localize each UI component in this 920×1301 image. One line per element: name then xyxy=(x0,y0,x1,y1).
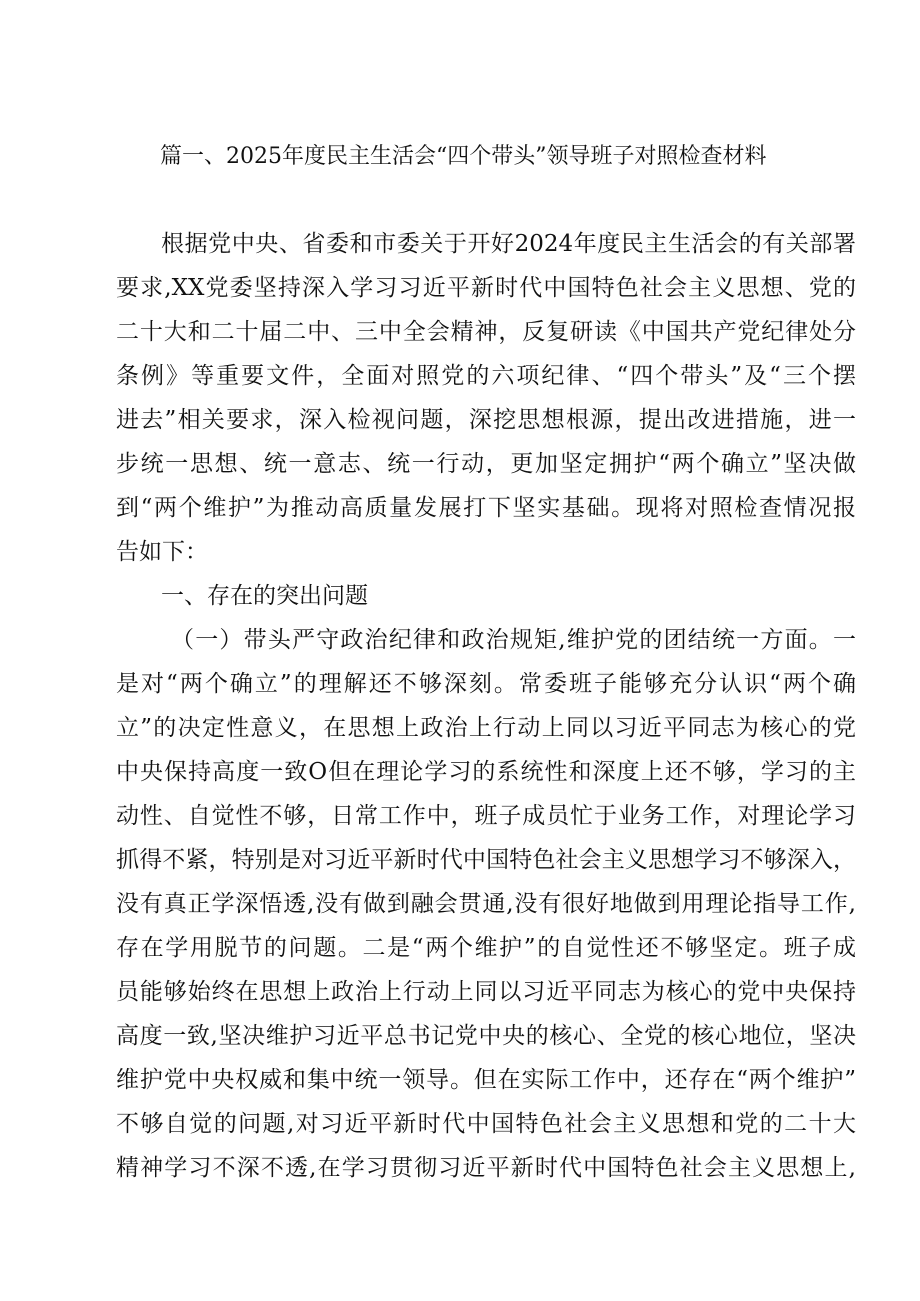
paragraph-line: 步统一思想、统一意志、统一行动，更加坚定拥护“两个确立”坚决做 xyxy=(116,451,856,477)
paragraph-line: 是对“两个确立”的理解还不够深刻。常委班子能够充分认识“两个确 xyxy=(116,671,856,697)
paragraph-line: 精神学习不深不透,在学习贯彻习近平新时代中国特色社会主义思想上, xyxy=(116,1155,856,1181)
paragraph-line: 员能够始终在思想上政治上行动上同以习近平同志为核心的党中央保持 xyxy=(116,979,856,1005)
paragraph-line: 维护党中央权威和集中统一领导。但在实际工作中，还存在“两个维护” xyxy=(116,1067,856,1093)
paragraph-line: 不够自觉的问题,对习近平新时代中国特色社会主义思想和党的二十大 xyxy=(116,1111,856,1137)
paragraph-line: 条例》等重要文件，全面对照党的六项纪律、“四个带头”及“三个摆 xyxy=(116,363,856,389)
paragraph-line: 高度一致,坚决维护习近平总书记党中央的核心、全党的核心地位，坚决 xyxy=(116,1023,856,1049)
paragraph-line: 二十大和二十届二中、三中全会精神，反复研读《中国共产党纪律处分 xyxy=(116,319,856,345)
paragraph-line: 动性、自觉性不够，日常工作中，班子成员忙于业务工作，对理论学习 xyxy=(116,803,856,829)
paragraph-line: 中央保持高度一致O但在理论学习的系统性和深度上还不够，学习的主 xyxy=(116,759,856,785)
section-heading: 一、存在的突出问题 xyxy=(161,583,368,609)
paragraph-line: 到“两个维护”为推动高质量发展打下坚实基础。现将对照检查情况报 xyxy=(116,495,856,521)
paragraph-line: 立”的决定性意义，在思想上政治上行动上同以习近平同志为核心的党 xyxy=(116,715,856,741)
paragraph-line: （一）带头严守政治纪律和政治规矩,维护党的团结统一方面。一 xyxy=(171,627,856,653)
paragraph-line: 根据党中央、省委和市委关于开好2024年度民主生活会的有关部署 xyxy=(161,231,856,257)
document-title: 篇一、2025年度民主生活会“四个带头”领导班子对照检查材料 xyxy=(160,144,767,169)
paragraph-line: 存在学用脱节的问题。二是“两个维护”的自觉性还不够坚定。班子成 xyxy=(116,935,856,961)
paragraph-line: 要求,XX党委坚持深入学习习近平新时代中国特色社会主义思想、党的 xyxy=(116,275,856,301)
paragraph-line: 抓得不紧，特别是对习近平新时代中国特色社会主义思想学习不够深入， xyxy=(116,847,856,873)
paragraph-line: 进去”相关要求，深入检视问题，深挖思想根源，提出改进措施，进一 xyxy=(116,407,856,433)
paragraph-line: 没有真正学深悟透,没有做到融会贯通,没有很好地做到用理论指导工作, xyxy=(116,891,856,917)
paragraph-line: 告如下： xyxy=(116,539,208,565)
